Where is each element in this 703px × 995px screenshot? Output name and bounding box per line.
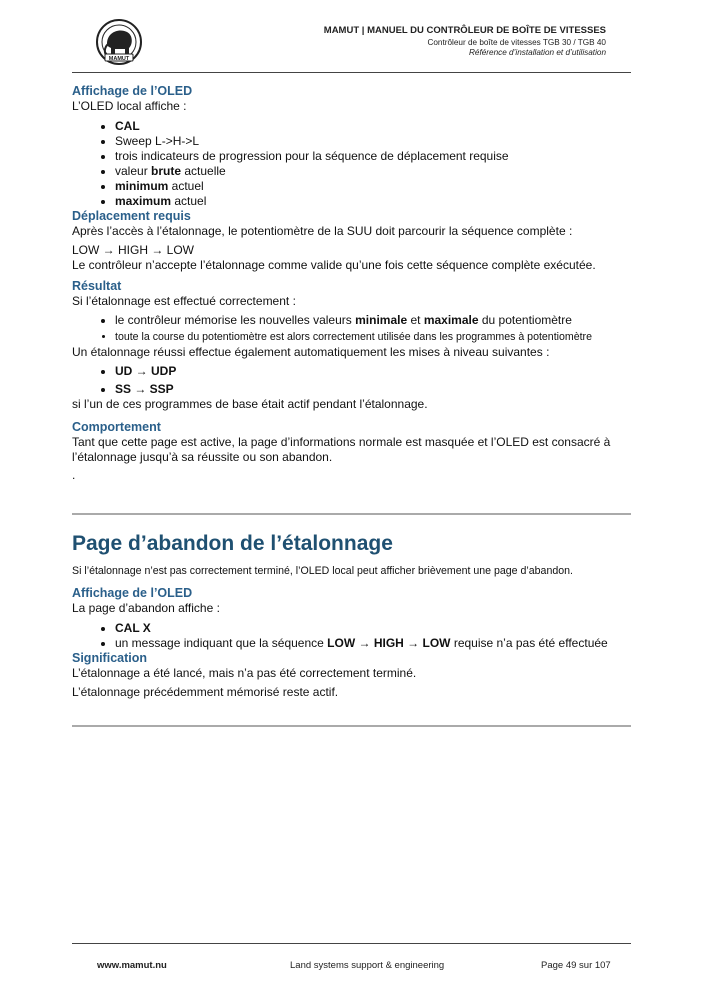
document-header (324, 25, 606, 57)
sequence-text: LOW → HIGH → LOW (72, 243, 195, 257)
paragraph: . (72, 468, 76, 482)
result-list (72, 313, 637, 345)
list-item: • le contrôleur mémorise les nouvelles valeurs minimale et maximale du potentiomètre (115, 313, 637, 328)
section-heading-abort-oled: Affichage de l’OLED (72, 586, 193, 600)
page-title-abort: Page d’abandon de l’étalonnage (72, 532, 393, 555)
paragraph: Après l’accès à l’étalonnage, le potentiomètre de la SUU doit parcourir la séquence complète : (72, 224, 573, 238)
section-heading-behaviour: Comportement (72, 420, 161, 434)
list-item: • trois indicateurs de progression pour la séquence de déplacement requise (115, 149, 637, 164)
footer-website: www.mamut.nu (97, 960, 167, 971)
oled-intro: L’OLED local affiche : (72, 99, 187, 113)
list-item: • valeur brute actuelle (115, 164, 637, 179)
paragraph: si l’un de ces programmes de base était actif pendant l’étalonnage. (72, 397, 428, 411)
abort-intro: Si l’étalonnage n’est pas correctement terminé, l’OLED local peut afficher brièvement une page d’abandon. (72, 565, 573, 577)
paragraph: Tant que cette page est active, la page d’informations normale est masquée et l’OLED est consacré à l’étalonnage jusqu’à sa réussite ou son abandon. (72, 435, 611, 464)
section-separator (72, 725, 631, 727)
footer-page-number: Page 49 sur 107 (541, 960, 611, 971)
list-item: • minimum actuel (115, 179, 637, 194)
list-item: • maximum actuel (115, 194, 637, 209)
header-reference: Référence d’installation et d’utilisation (469, 48, 606, 57)
paragraph: Le contrôleur n’accepte l’étalonnage comme valide qu’une fois cette séquence complète exécutée. (72, 258, 596, 272)
paragraph: La page d’abandon affiche : (72, 601, 220, 615)
mamut-logo (93, 18, 145, 66)
list-item: • CAL X (115, 621, 637, 636)
section-heading-oled: Affichage de l’OLED (72, 84, 193, 98)
paragraph: Un étalonnage réussi effectue également automatiquement les mises à niveau suivantes : (72, 345, 550, 359)
footer-rule (72, 943, 631, 944)
footer-tagline: Land systems support & engineering (290, 960, 445, 971)
abort-list (72, 621, 637, 651)
paragraph: L’étalonnage a été lancé, mais n’a pas été correctement terminé. (72, 666, 417, 680)
oled-list (72, 119, 637, 209)
list-item: • toute la course du potentiomètre est alors correctement utilisée dans les programmes à potentiomètre (115, 330, 637, 345)
header-subtitle: Contrôleur de boîte de vitesses TGB 30 / TGB 40 (427, 38, 606, 47)
section-separator (72, 513, 631, 515)
header-title: MAMUT | MANUEL DU CONTRÔLEUR DE BOÎTE DE VITESSES (323, 25, 606, 36)
abort-section (72, 532, 637, 700)
list-item: • UD → UDP (115, 364, 637, 379)
section-heading-required-move: Déplacement requis (72, 209, 191, 223)
page-content (72, 84, 637, 483)
list-item: • Sweep L->H->L (115, 134, 637, 149)
paragraph: Si l’étalonnage est effectué correctement : (72, 294, 296, 308)
section-heading-result: Résultat (72, 279, 122, 293)
section-heading-meaning: Signification (72, 651, 147, 665)
header-rule (72, 72, 631, 73)
list-item: • CAL (115, 119, 637, 134)
list-item: • un message indiquant que la séquence LOW → HIGH → LOW requise n’a pas été effectuée (115, 636, 637, 651)
list-item: • SS → SSP (115, 382, 637, 397)
paragraph: L’étalonnage précédemment mémorisé reste actif. (72, 685, 339, 699)
upgrade-list (72, 364, 637, 397)
svg-text:MAMUT: MAMUT (108, 56, 130, 62)
